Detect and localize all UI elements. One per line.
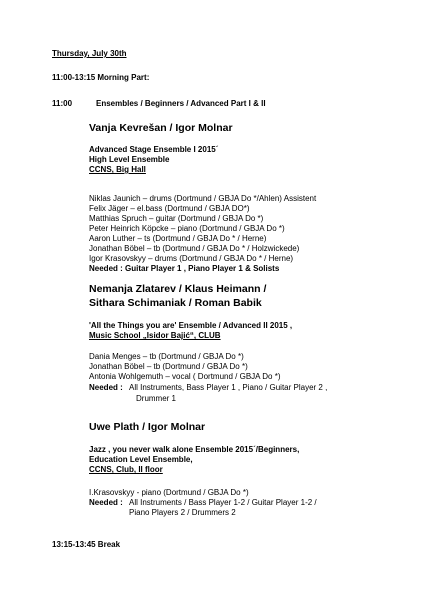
ensemble1-member: Niklas Jaunich – drums (Dortmund / GBJA Do */Ahlen) Assistent [89,194,317,203]
ensemble2-needed-label: Needed : [89,383,123,392]
ensemble2-member: Antonia Wohlgemuth – vocal ( Dortmund / GBJA Do *) [89,372,281,381]
ensemble1-member: Aaron Luther – ts (Dortmund / GBJA Do * / Herne) [89,234,267,243]
session-title: Ensembles / Beginners / Advanced Part I & II [96,99,266,108]
ensemble2-member: Jonathan Böbel – tb (Dortmund / GBJA Do *) [89,362,248,371]
ensemble3-needed-label: Needed : [89,498,123,507]
ensemble2-leaders-line2: Sithara Schimaniak / Roman Babik [89,297,262,309]
ensemble2-needed-line2: Drummer 1 [136,394,177,403]
ensemble3-level: Education Level Ensemble, [89,455,193,464]
ensemble2-member: Dania Menges – tb (Dortmund / GBJA Do *) [89,352,244,361]
ensemble1-member: Felix Jäger – el.bass (Dortmund / GBJA DO*) [89,204,250,213]
session-time: 11:00 [52,99,73,108]
ensemble1-member: Peter Heinrich Köpcke – piano (Dortmund / GBJA Do *) [89,224,285,233]
ensemble2-name: 'All the Things you are' Ensemble / Advanced II 2015 , [89,321,293,330]
ensemble1-level: High Level Ensemble [89,155,170,164]
ensemble2-venue: Music School „Isidor Bajić“, CLUB [89,331,221,340]
ensemble1-member: Igor Krasovskyy – drums (Dortmund / GBJA Do * / Herne) [89,254,294,263]
ensemble1-venue: CCNS, Big Hall [89,165,146,174]
day-heading: Thursday, July 30th [52,49,127,58]
ensemble1-member: Jonathan Böbel – tb (Dortmund / GBJA Do * / Holzwickede) [89,244,300,253]
ensemble1-needed: Needed : Guitar Player 1 , Piano Player 1 & Solists [89,264,280,273]
ensemble1-name: Advanced Stage Ensemble I 2015´ [89,145,219,154]
ensemble3-venue: CCNS, Club, II floor [89,465,163,474]
ensemble1-leaders: Vanja Kevrešan / Igor Molnar [89,122,233,134]
ensemble3-member: I.Krasovskyy - piano (Dortmund / GBJA Do *) [89,488,249,497]
ensemble2-needed-line1: All Instruments, Bass Player 1 , Piano / Guitar Player 2 , [129,383,328,392]
ensemble3-name: Jazz , you never walk alone Ensemble 2015´/Beginners, [89,445,300,454]
ensemble3-needed-line1: All Instruments / Bass Player 1-2 / Guitar Player 1-2 / [129,498,317,507]
ensemble2-leaders-line1: Nemanja Zlatarev / Klaus Heimann / [89,283,267,295]
ensemble1-member: Matthias Spruch – guitar (Dortmund / GBJA Do *) [89,214,264,223]
ensemble3-needed-line2: Piano Players 2 / Drummers 2 [129,508,236,517]
break-heading: 13:15-13:45 Break [52,540,121,549]
morning-part-heading: 11:00-13:15 Morning Part: [52,73,150,82]
ensemble3-leaders: Uwe Plath / Igor Molnar [89,421,206,433]
